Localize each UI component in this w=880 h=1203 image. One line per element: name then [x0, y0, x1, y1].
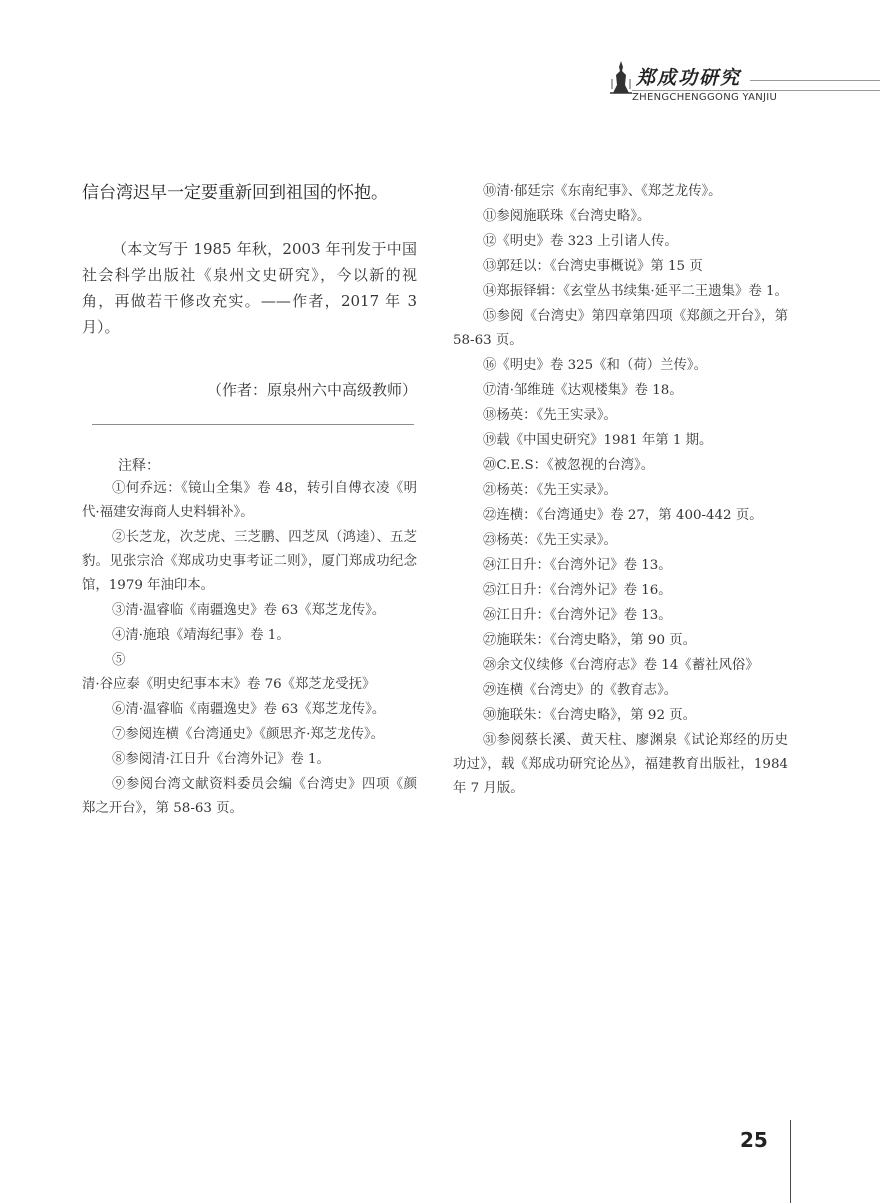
footnote-marker: ⑳ [483, 458, 497, 473]
footnote-item [82, 477, 417, 525]
footnote-item [453, 704, 788, 728]
footnote-text: 参阅连横《台湾通史》《颜思齐·郑芝龙传》。 [125, 727, 385, 742]
footnote-marker: ㉓ [483, 533, 497, 548]
header-rule [750, 80, 880, 81]
footnote-text: 清·温睿临《南疆逸史》卷 63《郑芝龙传》。 [125, 603, 386, 618]
footnote-text: 江日升：《台湾外记》卷 16。 [496, 583, 672, 598]
footnote-marker: ⑫ [483, 234, 497, 249]
footnote-item [82, 698, 417, 722]
footnote-marker: ⑭ [483, 284, 497, 299]
footnote-text: 参阅台湾文献资料委员会编《台湾史》四项《颜郑之开台》，第 58-63 页。 [82, 777, 418, 816]
footnote-text: 郭廷以：《台湾史事概说》第 15 页 [496, 259, 703, 274]
footnote-item [82, 773, 417, 821]
footnote-item [82, 748, 417, 772]
footnote-marker: ㉛ [483, 733, 497, 748]
footnote-marker: ㉑ [483, 483, 497, 498]
footnote-marker: ⑰ [483, 383, 497, 398]
footnote-marker: ⑪ [483, 209, 497, 224]
footnote-list-right [453, 180, 788, 801]
footnote-marker: ㉔ [483, 558, 497, 573]
footnote-text: 参阅清·江日升《台湾外记》卷 1。 [125, 752, 330, 767]
footnote-item [453, 504, 788, 528]
footnote-marker: ⑤ [112, 653, 126, 668]
footnote-text: C.E.S：《被忽视的台湾》。 [496, 458, 655, 473]
footnote-item [453, 255, 788, 279]
footnote-marker: ㉙ [483, 683, 497, 698]
footnote-marker: ⑩ [483, 184, 497, 199]
footnote-marker: ④ [112, 628, 126, 643]
left-column [82, 180, 417, 822]
footnote-item [82, 624, 417, 648]
footnote-marker: ⑮ [483, 309, 497, 324]
zheng-chenggong-statue-icon [608, 59, 634, 95]
footnote-item [82, 599, 417, 623]
footnote-item [453, 280, 788, 304]
footnote-item [453, 305, 788, 353]
footnote-marker: ㉖ [483, 608, 497, 623]
footnote-marker: ③ [112, 603, 126, 618]
footnote-item [453, 729, 788, 801]
author-affiliation: （作者：原泉州六中高级教师） [206, 381, 417, 399]
footnote-marker: ㉒ [483, 508, 497, 523]
page-number: 25 [740, 1128, 768, 1152]
footnote-text: 清·谷应泰《明史纪事本末》卷 76《郑芝龙受抚》 [82, 677, 376, 692]
footnote-item [453, 529, 788, 553]
footnote-text: 郑振铎辑：《玄堂丛书续集·延平二王遗集》卷 1。 [496, 284, 788, 299]
footnote-item [453, 429, 788, 453]
footnote-text: 江日升：《台湾外记》卷 13。 [496, 608, 672, 623]
section-divider [92, 424, 414, 425]
footnote-text: 清·温睿临《南疆逸史》卷 63《郑芝龙传》。 [125, 702, 386, 717]
footnote-marker: ㉕ [483, 583, 497, 598]
footnote-item [453, 205, 788, 229]
footnote-item [453, 230, 788, 254]
journal-title: 郑成功研究 [636, 67, 742, 89]
footnote-item [453, 479, 788, 503]
footnote-text: 参阅《台湾史》第四章第四项《郑颜之开台》，第 58-63 页。 [453, 309, 788, 348]
footnote-text: 杨英：《先王实录》。 [496, 408, 617, 423]
page-edge-rule [790, 1120, 791, 1203]
footnote-list-left [82, 477, 417, 821]
footnote-marker: ⑯ [483, 358, 497, 373]
footnote-text: 长芝龙，次芝虎、三芝鹏、四芝凤（鸿逵）、五芝豹。见张宗洽《郑成功史事考证二则》，厦门郑成功纪念馆，1979 年油印本。 [82, 530, 417, 593]
journal-subtitle: ZHENGCHENGGONG YANJIU [632, 90, 880, 105]
footnote-text: 清·邹维琏《达观楼集》卷 18。 [496, 383, 683, 398]
footnote-text: 《明史》卷 325《和（荷）兰传》。 [496, 358, 707, 373]
author-note: （本文写于 1985 年秋，2003 年刊发于中国社会科学出版社《泉州文史研究》，今以新的视角，再做若干修改充实。——作者，2017 年 3 月）。 [82, 240, 417, 336]
footnote-marker: ⑥ [112, 702, 126, 717]
footnote-text: 清·郁廷宗《东南纪事》、《郑芝龙传》。 [496, 184, 722, 199]
footnote-item [453, 379, 788, 403]
running-header [600, 55, 880, 105]
footnote-item [453, 629, 788, 653]
right-column [453, 180, 788, 802]
footnote-text: 参阅蔡长溪、黄天柱、廖渊泉《试论郑经的历史功过》，载《郑成功研究论丛》，福建教育出版社，1984 年 7 月版。 [453, 733, 789, 796]
footnote-item [82, 526, 417, 598]
footnote-marker: ⑦ [112, 727, 126, 742]
footnote-marker: ① [112, 481, 126, 496]
footnote-marker: ⑧ [112, 752, 126, 767]
footnote-item [82, 649, 417, 697]
footnote-item [453, 679, 788, 703]
footnote-text: 施联朱：《台湾史略》，第 90 页。 [496, 633, 697, 648]
footnote-marker: ② [112, 530, 126, 545]
footnote-item [453, 454, 788, 478]
footnote-item [453, 579, 788, 603]
footnote-item [453, 554, 788, 578]
footnote-text: 连横《台湾史》的《教育志》。 [496, 683, 678, 698]
footnote-text: 何乔远：《镜山全集》卷 48，转引自傅衣凌《明代·福建安海商人史料辑补》。 [82, 481, 417, 520]
footnote-marker: ⑨ [112, 777, 126, 792]
footnote-item [453, 654, 788, 678]
footnote-marker: ㉘ [483, 658, 497, 673]
footnote-item [82, 723, 417, 747]
footnote-item [453, 404, 788, 428]
footnote-item [453, 354, 788, 378]
closing-sentence: 信台湾迟早一定要重新回到祖国的怀抱。 [82, 183, 388, 203]
footnote-marker: ㉗ [483, 633, 497, 648]
footnote-text: 杨英：《先王实录》。 [496, 483, 617, 498]
footnote-text: 江日升：《台湾外记》卷 13。 [496, 558, 672, 573]
footnote-marker: ⑬ [483, 259, 497, 274]
footnote-text: 载《中国史研究》1981 年第 1 期。 [496, 433, 713, 448]
footnote-item [453, 604, 788, 628]
footnote-text: 余文仪续修《台湾府志》卷 14《蓄社风俗》 [496, 658, 759, 673]
footnote-text: 清·施琅《靖海纪事》卷 1。 [125, 628, 290, 643]
footnote-marker: ⑱ [483, 408, 497, 423]
footnote-item [453, 180, 788, 204]
notes-heading: 注释： [118, 458, 160, 474]
footnote-text: 施联朱：《台湾史略》，第 92 页。 [496, 708, 697, 723]
footnote-marker: ㉚ [483, 708, 497, 723]
footnote-text: 参阅施联珠《台湾史略》。 [496, 209, 651, 224]
footnote-text: 杨英：《先王实录》。 [496, 533, 617, 548]
footnote-marker: ⑲ [483, 433, 497, 448]
footnote-text: 连横：《台湾通史》卷 27，第 400-442 页。 [496, 508, 763, 523]
footnote-text: 《明史》卷 323 上引诸人传。 [496, 234, 678, 249]
